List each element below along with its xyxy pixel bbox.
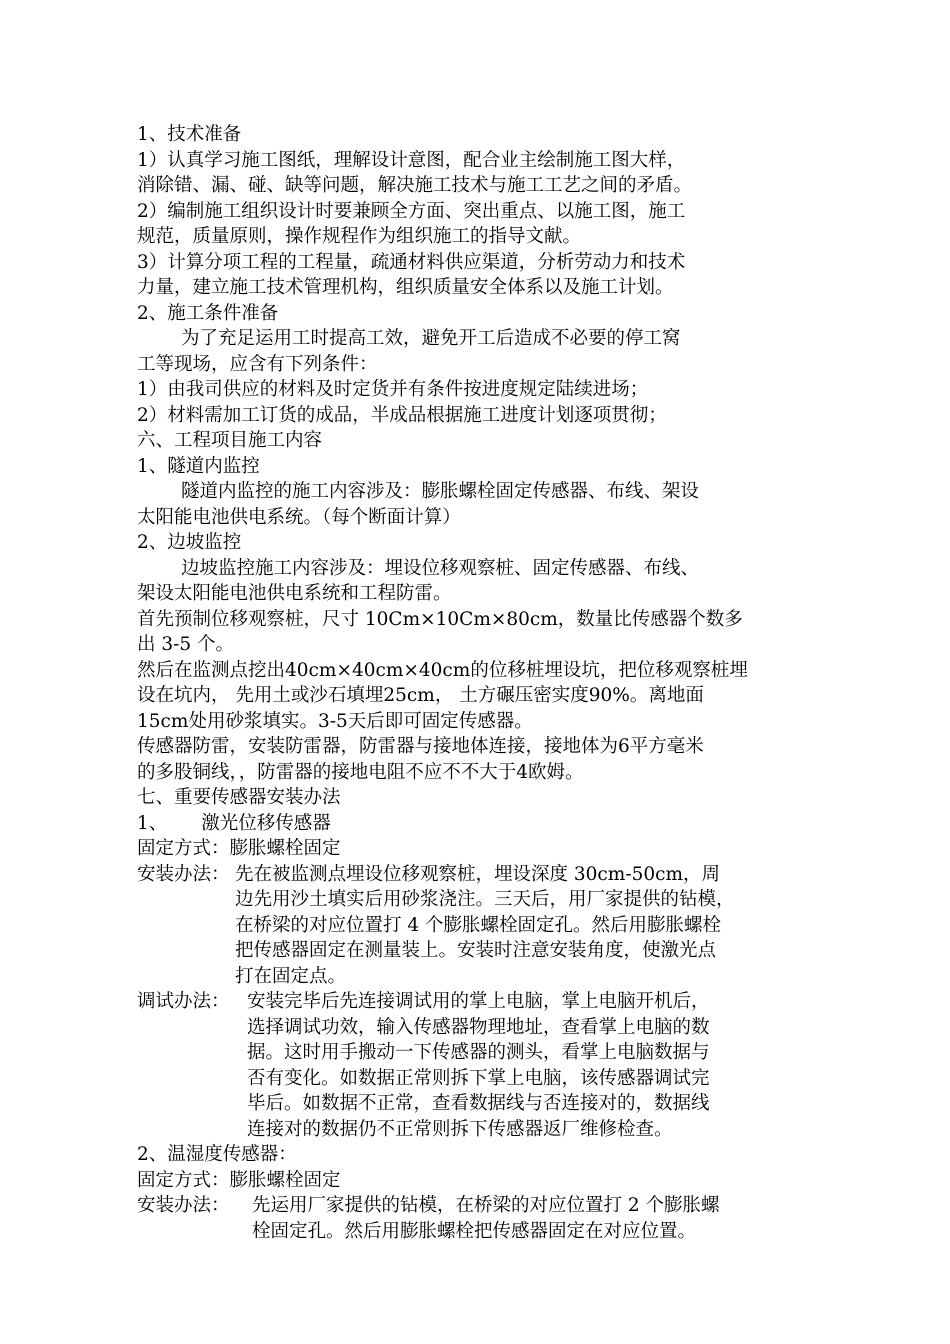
dig-line2: 设在坑内， 先用土或沙石填埋25cm， 土方碾压密实度90%。离地面: [137, 685, 704, 706]
humidity-install-label: 安装办法：: [137, 1195, 230, 1216]
laser-install-line: 打在固定点。: [235, 965, 347, 987]
section6-heading: 六、工程项目施工内容: [137, 430, 323, 451]
tunnel-heading: 1、隧道内监控: [137, 455, 260, 477]
laser-install-line: 先在被监测点埋设位移观察桩，埋设深度 30cm-50cm，周: [235, 863, 721, 885]
tech-item3-line1: 3）计算分项工程的工程量，疏通材料供应渠道，分析劳动力和技术: [137, 251, 686, 273]
laser-debug: [137, 989, 837, 1142]
humidity-install-line: 先运用厂家提供的钻模，在桥梁的对应位置打 2 个膨胀螺: [252, 1195, 720, 1216]
laser-debug-line: 据。这时用手搬动一下传感器的测头，看掌上电脑数据与: [247, 1042, 710, 1063]
laser-debug-line: 否有变化。如数据正常则拆下掌上电脑，该传感器调试完: [247, 1067, 710, 1089]
slope-text-line2: 架设太阳能电池供电系统和工程防雷。: [137, 583, 452, 604]
laser-debug-line: 毕后。如数据不正常，查看数据线与否连接对的，数据线: [247, 1093, 710, 1114]
dig-line3: 15cm处用砂浆填实。3-5天后即可固定传感器。: [137, 710, 533, 732]
laser-title: 激光位移传感器: [201, 812, 331, 834]
humidity-install-line: 栓固定孔。然后用膨胀螺栓把传感器固定在对应位置。: [252, 1220, 697, 1242]
laser-debug-line: 安装完毕后先连接调试用的掌上电脑，掌上电脑开机后，: [247, 991, 710, 1012]
tech-item1-line2: 消除错、漏、碰、缺等问题，解决施工技术与施工工艺之间的矛盾。: [137, 175, 693, 196]
tech-heading: 1、技术准备: [137, 124, 242, 145]
conditions-item2: 2）材料需加工订货的成品，半成品根据施工进度计划逐项贯彻；: [137, 404, 667, 426]
laser-heading: [137, 811, 837, 837]
conditions-heading: 2、施工条件准备: [137, 302, 279, 324]
laser-install-line: 在桥梁的对应位置打 4 个膨胀螺栓固定孔。然后用膨胀螺栓: [235, 914, 722, 936]
laser-install-label: 安装办法：: [137, 863, 230, 885]
dig-line1: 然后在监测点挖出40cm×40cm×40cm的位移桩埋设坑，把位移观察桩埋: [137, 659, 748, 681]
tech-item1-line1: 1）认真学习施工图纸，理解设计意图，配合业主绘制施工图大样，: [137, 149, 686, 171]
laser-num: 1、: [137, 812, 168, 834]
conditions-intro-line2: 工等现场，应含有下列条件：: [137, 353, 378, 375]
laser-install-line: 边先用沙土填实后用砂浆浇注。三天后，用厂家提供的钻模，: [235, 889, 735, 910]
humidity-heading: 2、温湿度传感器：: [137, 1144, 297, 1165]
slope-text-line1: 边坡监控施工内容涉及：埋设位移观察桩、固定传感器、布线、: [181, 557, 700, 579]
prefab-line1: 首先预制位移观察桩，尺寸 10Cm×10Cm×80cm，数量比传感器个数多: [137, 608, 743, 630]
tunnel-text-line1: 隧道内监控的施工内容涉及：膨胀螺栓固定传感器、布线、架设: [181, 481, 700, 502]
laser-debug-line: 选择调试功效，输入传感器物理地址，查看掌上电脑的数: [247, 1016, 710, 1038]
laser-debug-line: 连接对的数据仍不正常则拆下传感器返厂维修检查。: [247, 1118, 673, 1140]
laser-debug-label: 调试办法：: [137, 991, 230, 1012]
humidity-install: [137, 1193, 837, 1244]
tech-item3-line2: 力量，建立施工技术管理机构，组织质量安全体系以及施工计划。: [137, 277, 674, 298]
tunnel-text-line2: 太阳能电池供电系统。（每个断面计算）: [137, 506, 461, 528]
laser-install: [137, 862, 837, 990]
document-page: [137, 122, 837, 1244]
section7-heading: 七、重要传感器安装办法: [137, 787, 341, 808]
tech-item2-line1: 2）编制施工组织设计时要兼顾全方面、突出重点、以施工图，施工: [137, 200, 686, 222]
laser-install-line: 把传感器固定在测量装上。安装时注意安装角度，使激光点: [235, 940, 717, 961]
laser-fix: 固定方式：膨胀螺栓固定: [137, 838, 341, 859]
prefab-line2: 出 3-5 个。: [137, 634, 235, 655]
slope-heading: 2、边坡监控: [137, 532, 242, 553]
tech-item2-line2: 规范，质量原则，操作规程作为组织施工的指导文献。: [137, 226, 582, 247]
lightning-line1: 传感器防雷，安装防雷器，防雷器与接地体连接，接地体为6平方毫米: [137, 736, 704, 757]
conditions-item1: 1）由我司供应的材料及时定货并有条件按进度规定陆续进场；: [137, 379, 649, 400]
lightning-line2: 的多股铜线，，防雷器的接地电阻不应不不大于4欧姆。: [137, 761, 584, 783]
conditions-intro-line1: 为了充足运用工时提高工效，避免开工后造成不必要的停工窝: [181, 328, 681, 349]
humidity-fix: 固定方式：膨胀螺栓固定: [137, 1169, 341, 1191]
